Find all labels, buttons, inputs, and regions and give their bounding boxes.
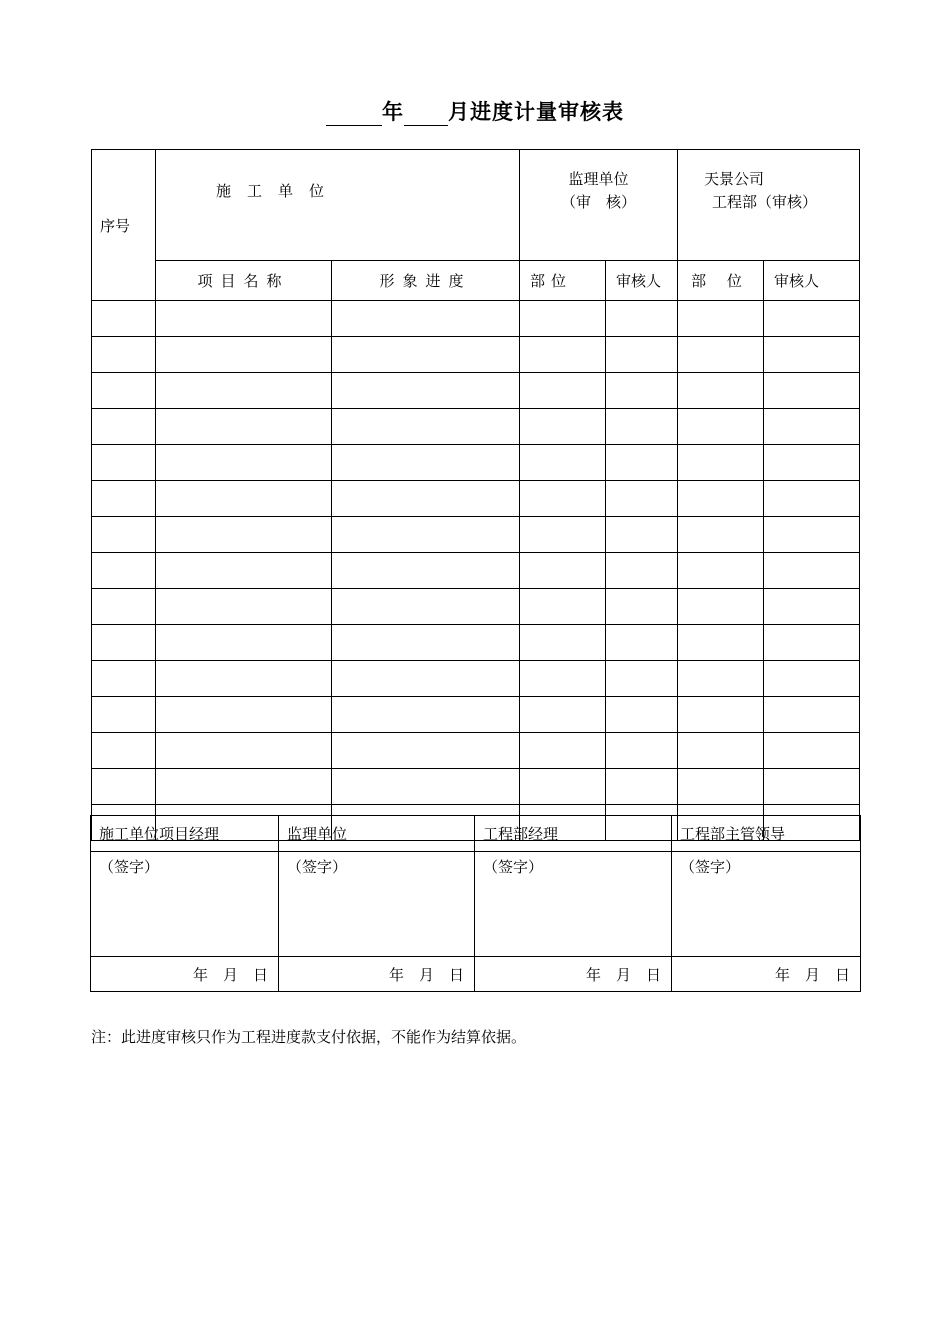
- table-cell[interactable]: [332, 661, 520, 697]
- signer-title-1: 施工单位项目经理: [91, 816, 279, 852]
- table-cell[interactable]: [92, 481, 156, 517]
- table-cell[interactable]: [520, 301, 606, 337]
- table-cell[interactable]: [92, 697, 156, 733]
- table-cell[interactable]: [156, 769, 332, 805]
- table-cell[interactable]: [332, 769, 520, 805]
- table-cell[interactable]: [606, 373, 678, 409]
- table-cell[interactable]: [332, 373, 520, 409]
- table-cell[interactable]: [332, 337, 520, 373]
- table-cell[interactable]: [678, 769, 764, 805]
- signer-title-3: 工程部经理: [475, 816, 672, 852]
- table-cell[interactable]: [678, 373, 764, 409]
- table-cell[interactable]: [520, 625, 606, 661]
- table-cell[interactable]: [520, 337, 606, 373]
- table-cell[interactable]: [764, 769, 860, 805]
- table-cell[interactable]: [520, 733, 606, 769]
- table-cell[interactable]: [156, 445, 332, 481]
- table-cell[interactable]: [332, 553, 520, 589]
- table-cell[interactable]: [606, 553, 678, 589]
- table-cell[interactable]: [92, 733, 156, 769]
- table-cell[interactable]: [156, 409, 332, 445]
- date-field-4[interactable]: 年 月 日: [672, 957, 861, 992]
- table-row: [92, 337, 860, 373]
- company-reviewer-header: 审核人: [764, 261, 860, 301]
- table-cell[interactable]: [332, 409, 520, 445]
- table-row: [92, 589, 860, 625]
- table-cell[interactable]: [764, 445, 860, 481]
- table-row: [92, 625, 860, 661]
- supervisor-reviewer-header: 审核人: [606, 261, 678, 301]
- date-field-3[interactable]: 年 月 日: [475, 957, 672, 992]
- signature-head-row: [91, 816, 861, 852]
- table-cell[interactable]: [520, 553, 606, 589]
- table-row: [92, 481, 860, 517]
- table-cell[interactable]: [156, 553, 332, 589]
- table-cell[interactable]: [156, 697, 332, 733]
- table-cell[interactable]: [92, 589, 156, 625]
- month-label: 月进度计量审核表: [448, 100, 624, 124]
- header-row-1: [92, 150, 860, 261]
- table-cell[interactable]: [156, 517, 332, 553]
- table-cell[interactable]: [92, 553, 156, 589]
- table-row: [92, 553, 860, 589]
- table-row: [92, 661, 860, 697]
- table-cell[interactable]: [764, 301, 860, 337]
- table-cell[interactable]: [764, 409, 860, 445]
- month-blank[interactable]: [404, 101, 448, 126]
- table-row: [92, 697, 860, 733]
- table-cell[interactable]: [606, 301, 678, 337]
- signature-field-3[interactable]: （签字）: [475, 852, 672, 957]
- table-cell[interactable]: [678, 481, 764, 517]
- date-field-2[interactable]: 年 月 日: [279, 957, 475, 992]
- company-header-line1: 天景公司: [704, 170, 765, 188]
- table-cell[interactable]: [92, 373, 156, 409]
- table-cell[interactable]: [606, 409, 678, 445]
- table-cell[interactable]: [92, 445, 156, 481]
- table-row: [92, 733, 860, 769]
- table-cell[interactable]: [606, 733, 678, 769]
- footnote: 注：此进度审核只作为工程进度款支付依据，不能作为结算依据。: [91, 1028, 527, 1046]
- page-title: [0, 96, 950, 126]
- signature-table: [90, 815, 861, 992]
- company-header: [678, 150, 860, 261]
- table-cell[interactable]: [332, 517, 520, 553]
- date-field-1[interactable]: 年 月 日: [91, 957, 279, 992]
- table-cell[interactable]: [678, 337, 764, 373]
- table-cell[interactable]: [156, 625, 332, 661]
- header-row-2: [92, 261, 860, 301]
- table-cell[interactable]: [332, 697, 520, 733]
- table-cell[interactable]: [678, 589, 764, 625]
- progress-review-table: [91, 149, 860, 841]
- table-cell[interactable]: [332, 733, 520, 769]
- table-cell[interactable]: [520, 697, 606, 733]
- table-row: [92, 445, 860, 481]
- table-cell[interactable]: [606, 445, 678, 481]
- company-part-header: 部 位: [678, 261, 764, 301]
- table-cell[interactable]: [520, 661, 606, 697]
- year-blank[interactable]: [326, 101, 382, 126]
- table-cell[interactable]: [606, 661, 678, 697]
- seq-header: 序号: [92, 150, 156, 301]
- construction-unit-header: 施工单位: [156, 150, 520, 261]
- table-cell[interactable]: [606, 625, 678, 661]
- table-cell[interactable]: [92, 301, 156, 337]
- table-cell[interactable]: [678, 661, 764, 697]
- signature-field-2[interactable]: （签字）: [279, 852, 475, 957]
- table-cell[interactable]: [156, 373, 332, 409]
- signature-body-row: [91, 852, 861, 957]
- signer-title-2: 监理单位: [279, 816, 475, 852]
- table-row: [92, 517, 860, 553]
- table-cell[interactable]: [332, 625, 520, 661]
- signature-field-1[interactable]: （签字）: [91, 852, 279, 957]
- table-cell[interactable]: [764, 481, 860, 517]
- table-cell[interactable]: [678, 733, 764, 769]
- signature-date-row: [91, 957, 861, 992]
- table-cell[interactable]: [764, 589, 860, 625]
- table-row: [92, 409, 860, 445]
- table-row: [92, 769, 860, 805]
- supervisor-header-line1: 监理单位: [568, 170, 629, 188]
- table-cell[interactable]: [92, 661, 156, 697]
- table-cell[interactable]: [156, 337, 332, 373]
- table-cell[interactable]: [606, 697, 678, 733]
- table-cell[interactable]: [678, 697, 764, 733]
- supervisor-header: [520, 150, 678, 261]
- image-progress-header: 形象进度: [332, 261, 520, 301]
- table-cell[interactable]: [520, 769, 606, 805]
- table-cell[interactable]: [678, 409, 764, 445]
- table-cell[interactable]: [764, 733, 860, 769]
- table-cell[interactable]: [606, 481, 678, 517]
- supervisor-header-line2: （审 核）: [561, 193, 637, 211]
- table-cell[interactable]: [520, 373, 606, 409]
- table-cell[interactable]: [764, 661, 860, 697]
- signer-title-4: 工程部主管领导: [672, 816, 861, 852]
- table-cell[interactable]: [520, 589, 606, 625]
- table-cell[interactable]: [678, 445, 764, 481]
- table-cell[interactable]: [156, 481, 332, 517]
- table-cell[interactable]: [332, 301, 520, 337]
- table-cell[interactable]: [520, 445, 606, 481]
- table-cell[interactable]: [520, 481, 606, 517]
- table-cell[interactable]: [92, 409, 156, 445]
- table-cell[interactable]: [606, 517, 678, 553]
- table-cell[interactable]: [606, 589, 678, 625]
- table-cell[interactable]: [332, 589, 520, 625]
- table-cell[interactable]: [520, 517, 606, 553]
- table-row: [92, 373, 860, 409]
- table-cell[interactable]: [764, 625, 860, 661]
- signature-field-4[interactable]: （签字）: [672, 852, 861, 957]
- company-header-line2: 工程部（审核）: [712, 193, 818, 211]
- table-cell[interactable]: [764, 697, 860, 733]
- table-cell[interactable]: [156, 589, 332, 625]
- table-cell[interactable]: [520, 409, 606, 445]
- table-cell[interactable]: [764, 337, 860, 373]
- table-cell[interactable]: [92, 769, 156, 805]
- table-cell[interactable]: [764, 553, 860, 589]
- project-name-header: 项目名称: [156, 261, 332, 301]
- table-cell[interactable]: [678, 553, 764, 589]
- table-cell[interactable]: [606, 337, 678, 373]
- table-cell[interactable]: [156, 733, 332, 769]
- table-row: [92, 301, 860, 337]
- table-cell[interactable]: [92, 337, 156, 373]
- table-cell[interactable]: [606, 769, 678, 805]
- table-cell[interactable]: [156, 301, 332, 337]
- supervisor-part-header: 部位: [520, 261, 606, 301]
- table-cell[interactable]: [678, 517, 764, 553]
- table-cell[interactable]: [678, 301, 764, 337]
- table-cell[interactable]: [92, 625, 156, 661]
- table-cell[interactable]: [678, 625, 764, 661]
- table-cell[interactable]: [764, 517, 860, 553]
- table-cell[interactable]: [332, 481, 520, 517]
- table-cell[interactable]: [764, 373, 860, 409]
- table-cell[interactable]: [92, 517, 156, 553]
- year-label: 年: [382, 100, 404, 124]
- table-cell[interactable]: [156, 661, 332, 697]
- table-cell[interactable]: [332, 445, 520, 481]
